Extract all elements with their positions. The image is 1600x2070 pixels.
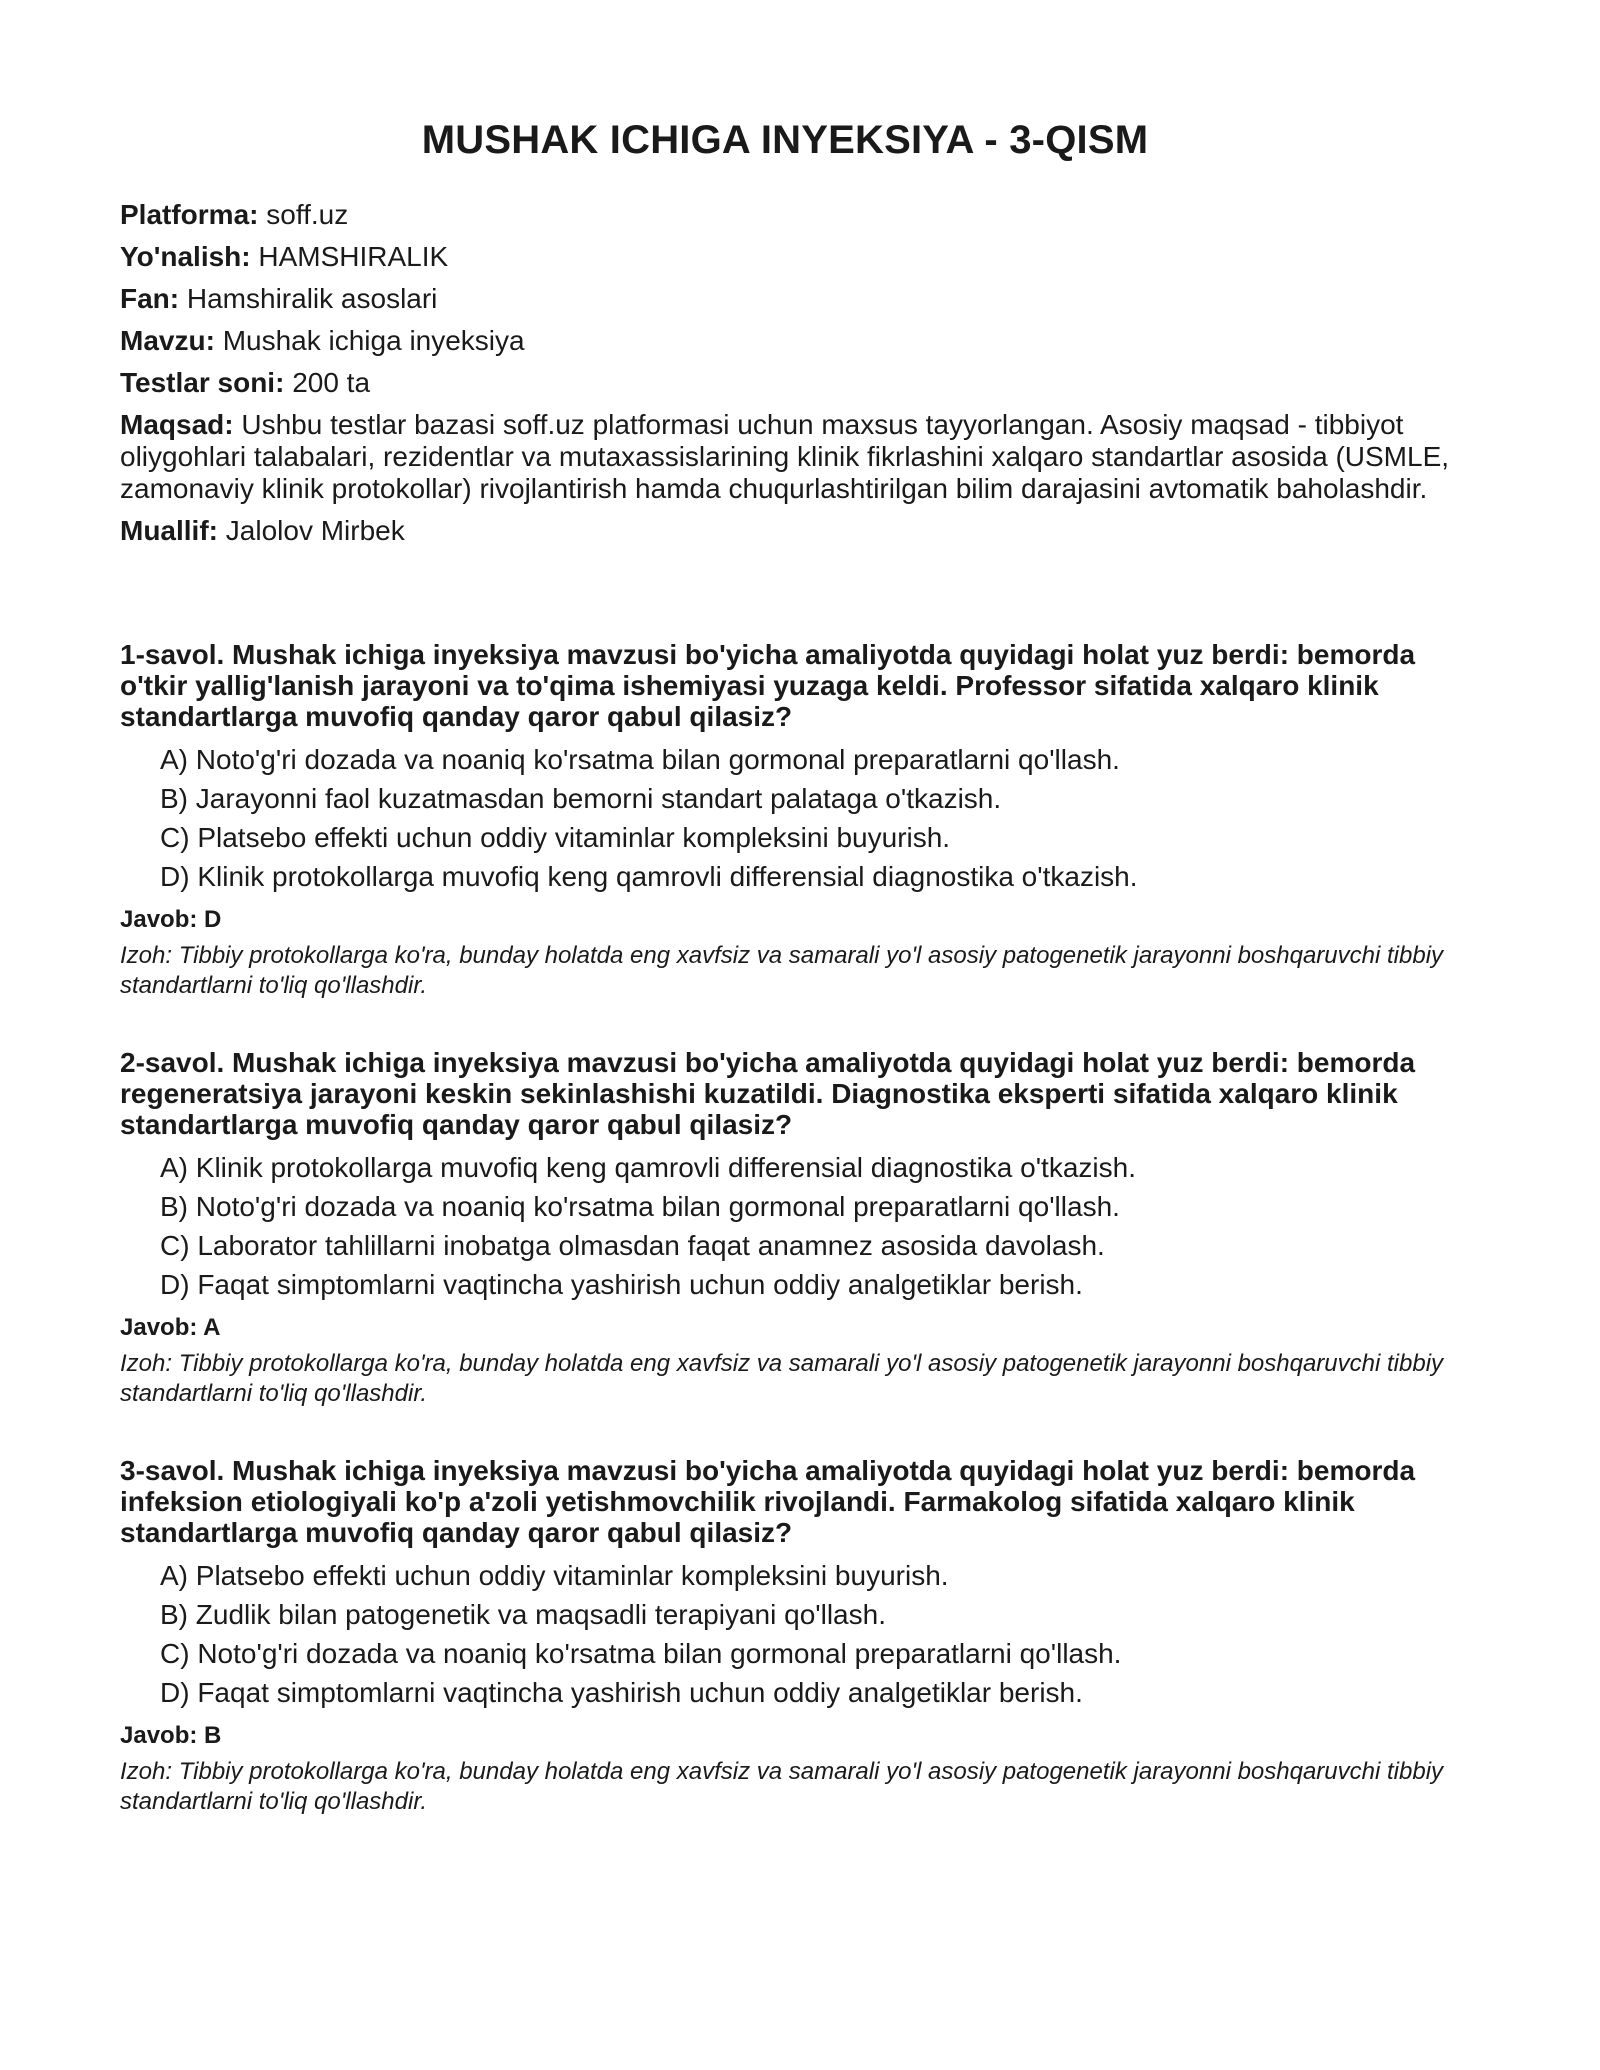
option-d: D) Faqat simptomlarni vaqtincha yashirish uchun oddiy analgetiklar berish. xyxy=(160,1677,1083,1708)
meta-count-value: 200 ta xyxy=(292,367,371,398)
option-b: B) Jarayonni faol kuzatmasdan bemorni standart palataga o'tkazish. xyxy=(160,783,1002,814)
meta-topic xyxy=(120,325,1450,357)
option-c: C) Laborator tahlillarni inobatga olmasdan faqat anamnez asosida davolash. xyxy=(160,1230,1105,1261)
meta-direction xyxy=(120,241,1450,273)
meta-purpose-label: Maqsad: xyxy=(120,409,234,440)
explanation-note: Izoh: Tibbiy protokollarga ko'ra, bunday holatda eng xavfsiz va samarali yo'l asosiy patogenetik jarayonni boshqaruvchi tibbiy standartlarni to'liq qo'llashdir. xyxy=(120,1350,1444,1407)
question-text: 2-savol. Mushak ichiga inyeksiya mavzusi bo'yicha amaliyotda quyidagi holat yuz berdi: bemorda regeneratsiya jarayoni keskin sekinlashishi kuzatildi. Diagnostika eksperti sifatida xalqaro klinik standartlarga muvofiq qanday qaror qabul qilasiz? xyxy=(120,1047,1416,1140)
meta-subject xyxy=(120,283,1450,315)
meta-author-value: Jalolov Mirbek xyxy=(225,515,405,546)
meta-direction-value: HAMSHIRALIK xyxy=(258,241,449,272)
question-1 xyxy=(120,639,1450,1001)
meta-author-label: Muallif: xyxy=(120,515,218,546)
question-text: 3-savol. Mushak ichiga inyeksiya mavzusi bo'yicha amaliyotda quyidagi holat yuz berdi: bemorda infeksion etiologiyali ko'p a'zoli yetishmovchilik rivojlandi. Farmakolog sifatida xalqaro klinik standartlarga muvofiq qanday qaror qabul qilasiz? xyxy=(120,1455,1416,1548)
option-b: B) Zudlik bilan patogenetik va maqsadli terapiyani qo'llash. xyxy=(160,1599,886,1630)
option-a: A) Klinik protokollarga muvofiq keng qamrovli differensial diagnostika o'tkazish. xyxy=(160,1152,1136,1183)
answer: Javob: D xyxy=(120,906,222,933)
question-text: 1-savol. Mushak ichiga inyeksiya mavzusi bo'yicha amaliyotda quyidagi holat yuz berdi: bemorda o'tkir yallig'lanish jarayoni va to'qima ishemiyasi yuzaga keldi. Professor sifatida xalqaro klinik standartlarga muvofiq qanday qaror qabul qilasiz? xyxy=(120,639,1416,732)
option-c: C) Noto'g'ri dozada va noaniq ko'rsatma bilan gormonal preparatlarni qo'llash. xyxy=(160,1638,1122,1669)
meta-author xyxy=(120,515,1450,547)
meta-block xyxy=(120,199,1450,547)
meta-subject-value: Hamshiralik asoslari xyxy=(186,283,438,314)
question-2 xyxy=(120,1047,1450,1409)
meta-purpose xyxy=(120,409,1450,505)
page-title: MUSHAK ICHIGA INYEKSIYA - 3-QISM xyxy=(421,118,1149,162)
option-d: D) Faqat simptomlarni vaqtincha yashirish uchun oddiy analgetiklar berish. xyxy=(160,1269,1083,1300)
meta-count xyxy=(120,367,1450,399)
meta-platform-label: Platforma: xyxy=(120,199,259,230)
option-b: B) Noto'g'ri dozada va noaniq ko'rsatma bilan gormonal preparatlarni qo'llash. xyxy=(160,1191,1120,1222)
option-a: A) Platsebo effekti uchun oddiy vitaminlar kompleksini buyurish. xyxy=(160,1560,949,1591)
meta-count-label: Testlar soni: xyxy=(120,367,285,398)
option-d: D) Klinik protokollarga muvofiq keng qamrovli differensial diagnostika o'tkazish. xyxy=(160,861,1138,892)
meta-platform xyxy=(120,199,1450,231)
meta-platform-value: soff.uz xyxy=(266,199,349,230)
meta-topic-label: Mavzu: xyxy=(120,325,215,356)
meta-purpose-value: Ushbu testlar bazasi soff.uz platformasi uchun maxsus tayyorlangan. Asosiy maqsad - tibbiyot oliygohlari talabalari, rezidentlar va mutaxassislarining klinik fikrlashini xalqaro standartlar asosida (USMLE, zamonaviy klinik protokollar) rivojlantirish hamda chuqurlashtirilgan bilim darajasini avtomatik baholashdir. xyxy=(120,409,1450,504)
meta-subject-label: Fan: xyxy=(120,283,180,314)
question-3 xyxy=(120,1455,1450,1817)
option-c: C) Platsebo effekti uchun oddiy vitaminlar kompleksini buyurish. xyxy=(160,822,951,853)
explanation-note: Izoh: Tibbiy protokollarga ko'ra, bunday holatda eng xavfsiz va samarali yo'l asosiy patogenetik jarayonni boshqaruvchi tibbiy standartlarni to'liq qo'llashdir. xyxy=(120,942,1444,999)
option-a: A) Noto'g'ri dozada va noaniq ko'rsatma bilan gormonal preparatlarni qo'llash. xyxy=(160,744,1120,775)
answer: Javob: B xyxy=(120,1722,222,1749)
meta-topic-value: Mushak ichiga inyeksiya xyxy=(222,325,525,356)
explanation-note: Izoh: Tibbiy protokollarga ko'ra, bunday holatda eng xavfsiz va samarali yo'l asosiy patogenetik jarayonni boshqaruvchi tibbiy standartlarni to'liq qo'llashdir. xyxy=(120,1758,1444,1815)
answer: Javob: A xyxy=(120,1314,221,1341)
meta-direction-label: Yo'nalish: xyxy=(120,241,251,272)
